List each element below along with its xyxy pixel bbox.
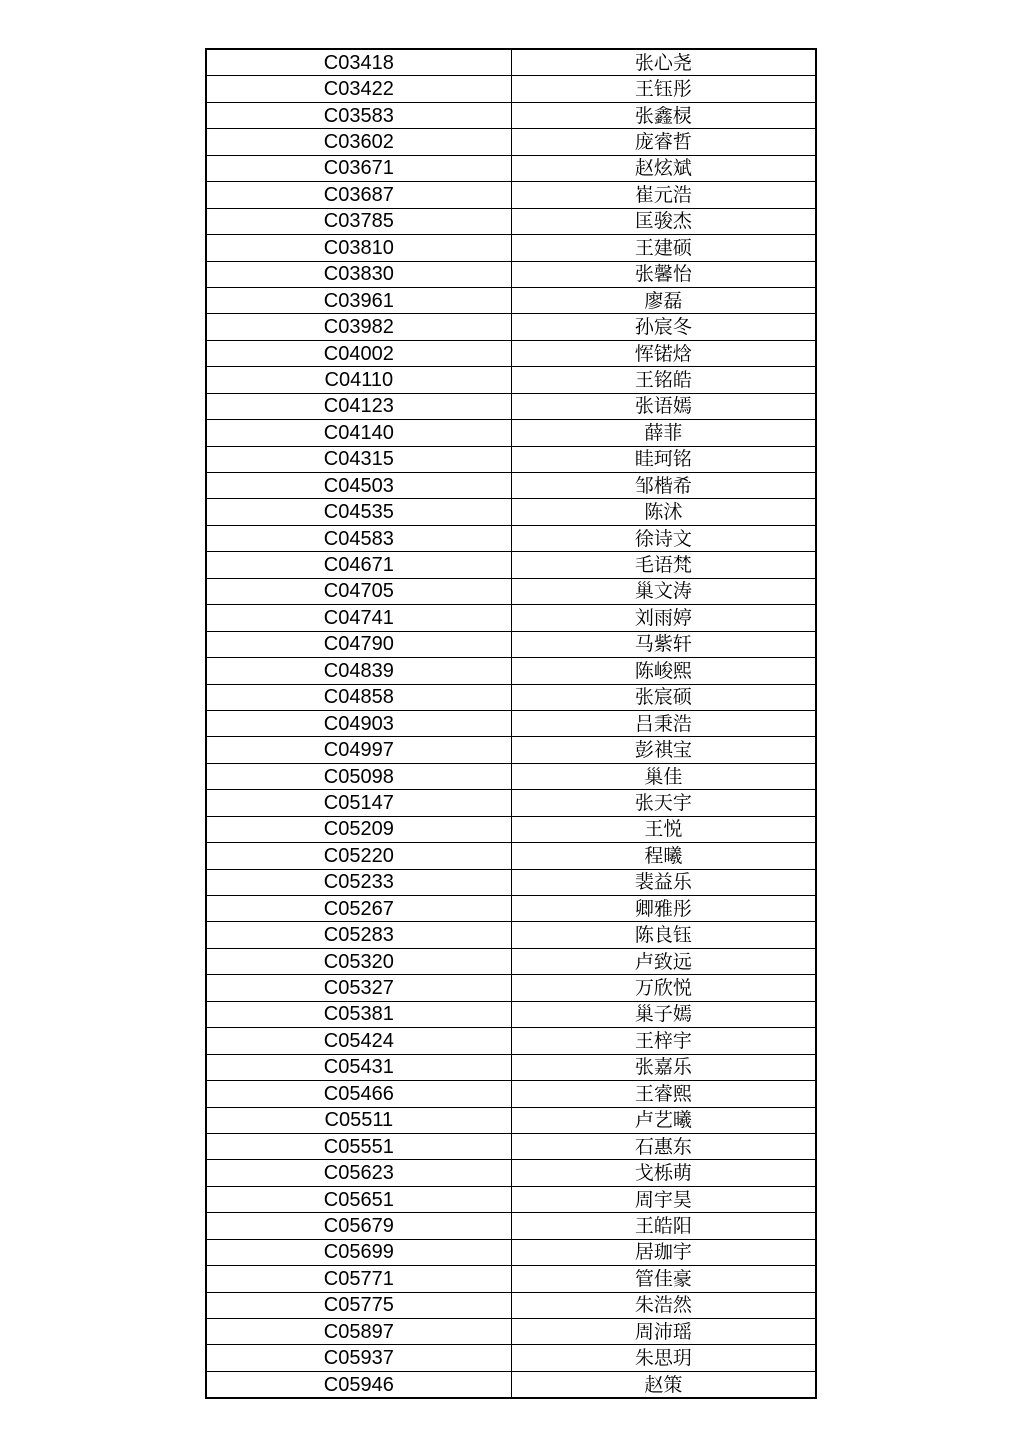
student-name-cell: 张鑫棂 xyxy=(511,102,816,128)
student-code-cell: C04583 xyxy=(206,525,511,551)
student-code-cell: C04671 xyxy=(206,552,511,578)
student-name-cell: 廖磊 xyxy=(511,287,816,313)
table-row xyxy=(206,235,816,261)
student-code-cell: C04903 xyxy=(206,710,511,736)
table-row xyxy=(206,922,816,948)
student-name-cell: 眭珂铭 xyxy=(511,446,816,472)
student-code-cell: C04503 xyxy=(206,473,511,499)
student-code-cell: C04140 xyxy=(206,420,511,446)
student-name-cell: 彭祺宝 xyxy=(511,737,816,763)
table-row xyxy=(206,790,816,816)
student-code-cell: C05320 xyxy=(206,948,511,974)
student-name-cell: 吕秉浩 xyxy=(511,710,816,736)
student-code-cell: C05511 xyxy=(206,1107,511,1133)
student-code-cell: C04705 xyxy=(206,578,511,604)
student-code-cell: C05233 xyxy=(206,869,511,895)
table-row xyxy=(206,1292,816,1318)
table-row xyxy=(206,76,816,102)
table-row xyxy=(206,1081,816,1107)
table-row xyxy=(206,605,816,631)
table-row xyxy=(206,314,816,340)
table-row xyxy=(206,1054,816,1080)
student-code-cell: C05651 xyxy=(206,1186,511,1212)
student-name-cell: 恽锘焓 xyxy=(511,340,816,366)
student-code-cell: C03422 xyxy=(206,76,511,102)
student-name-cell: 邹楷希 xyxy=(511,473,816,499)
table-row xyxy=(206,684,816,710)
student-code-cell: C04741 xyxy=(206,605,511,631)
student-name-cell: 卿雅彤 xyxy=(511,896,816,922)
student-code-cell: C03982 xyxy=(206,314,511,340)
table-row xyxy=(206,710,816,736)
table-row xyxy=(206,1160,816,1186)
table-row xyxy=(206,182,816,208)
student-name-cell: 张语嫣 xyxy=(511,393,816,419)
student-name-cell: 万欣悦 xyxy=(511,975,816,1001)
student-name-cell: 刘雨婷 xyxy=(511,605,816,631)
student-name-cell: 王悦 xyxy=(511,816,816,842)
roster-table-body xyxy=(206,49,816,1398)
student-code-cell: C05424 xyxy=(206,1028,511,1054)
student-name-cell: 陈峻熙 xyxy=(511,658,816,684)
student-name-cell: 张嘉乐 xyxy=(511,1054,816,1080)
student-name-cell: 石惠东 xyxy=(511,1133,816,1159)
table-row xyxy=(206,737,816,763)
student-name-cell: 孙宸冬 xyxy=(511,314,816,340)
student-code-cell: C05771 xyxy=(206,1266,511,1292)
student-code-cell: C05551 xyxy=(206,1133,511,1159)
table-row xyxy=(206,393,816,419)
table-row xyxy=(206,816,816,842)
student-name-cell: 张天宇 xyxy=(511,790,816,816)
student-name-cell: 巢佳 xyxy=(511,763,816,789)
student-name-cell: 崔元浩 xyxy=(511,182,816,208)
table-row xyxy=(206,1345,816,1371)
table-row xyxy=(206,948,816,974)
student-name-cell: 卢艺曦 xyxy=(511,1107,816,1133)
student-code-cell: C05267 xyxy=(206,896,511,922)
table-row xyxy=(206,208,816,234)
table-row xyxy=(206,340,816,366)
student-name-cell: 巢子嫣 xyxy=(511,1001,816,1027)
student-name-cell: 王铭皓 xyxy=(511,367,816,393)
student-code-cell: C04839 xyxy=(206,658,511,684)
student-code-cell: C05946 xyxy=(206,1371,511,1398)
student-name-cell: 居珈宇 xyxy=(511,1239,816,1265)
table-row xyxy=(206,420,816,446)
student-name-cell: 赵策 xyxy=(511,1371,816,1398)
student-name-cell: 朱浩然 xyxy=(511,1292,816,1318)
student-name-cell: 陈沭 xyxy=(511,499,816,525)
student-code-cell: C03671 xyxy=(206,155,511,181)
table-row xyxy=(206,367,816,393)
student-code-cell: C05775 xyxy=(206,1292,511,1318)
student-code-cell: C04110 xyxy=(206,367,511,393)
student-name-cell: 毛语梵 xyxy=(511,552,816,578)
student-code-cell: C05220 xyxy=(206,843,511,869)
student-code-cell: C04790 xyxy=(206,631,511,657)
student-name-cell: 周沛瑶 xyxy=(511,1319,816,1345)
student-name-cell: 管佳豪 xyxy=(511,1266,816,1292)
table-row xyxy=(206,869,816,895)
student-name-cell: 张馨怡 xyxy=(511,261,816,287)
table-row xyxy=(206,49,816,76)
table-row xyxy=(206,155,816,181)
student-name-cell: 王建硕 xyxy=(511,235,816,261)
student-code-cell: C05098 xyxy=(206,763,511,789)
table-row xyxy=(206,631,816,657)
student-code-cell: C04997 xyxy=(206,737,511,763)
student-code-cell: C05209 xyxy=(206,816,511,842)
table-row xyxy=(206,473,816,499)
table-row xyxy=(206,896,816,922)
table-row xyxy=(206,578,816,604)
student-name-cell: 马紫轩 xyxy=(511,631,816,657)
table-row xyxy=(206,1266,816,1292)
student-name-cell: 张心尧 xyxy=(511,49,816,76)
student-name-cell: 庞睿哲 xyxy=(511,129,816,155)
student-code-cell: C05623 xyxy=(206,1160,511,1186)
table-row xyxy=(206,261,816,287)
student-code-cell: C04535 xyxy=(206,499,511,525)
table-row xyxy=(206,129,816,155)
student-code-cell: C05897 xyxy=(206,1319,511,1345)
student-code-cell: C04315 xyxy=(206,446,511,472)
student-name-cell: 王梓宇 xyxy=(511,1028,816,1054)
student-name-cell: 裴益乐 xyxy=(511,869,816,895)
table-row xyxy=(206,763,816,789)
table-row xyxy=(206,525,816,551)
student-code-cell: C03602 xyxy=(206,129,511,155)
student-code-cell: C03583 xyxy=(206,102,511,128)
student-name-cell: 朱思玥 xyxy=(511,1345,816,1371)
table-row xyxy=(206,1319,816,1345)
table-row xyxy=(206,1133,816,1159)
student-name-cell: 程曦 xyxy=(511,843,816,869)
student-code-cell: C05283 xyxy=(206,922,511,948)
student-code-cell: C04002 xyxy=(206,340,511,366)
table-row xyxy=(206,446,816,472)
student-name-cell: 张宸硕 xyxy=(511,684,816,710)
student-code-cell: C03785 xyxy=(206,208,511,234)
student-code-cell: C04123 xyxy=(206,393,511,419)
table-row xyxy=(206,843,816,869)
student-code-cell: C05466 xyxy=(206,1081,511,1107)
student-name-cell: 王睿熙 xyxy=(511,1081,816,1107)
student-code-cell: C04858 xyxy=(206,684,511,710)
table-row xyxy=(206,1028,816,1054)
table-row xyxy=(206,287,816,313)
student-code-cell: C03418 xyxy=(206,49,511,76)
student-code-cell: C03687 xyxy=(206,182,511,208)
student-code-cell: C03810 xyxy=(206,235,511,261)
student-name-cell: 薛菲 xyxy=(511,420,816,446)
table-row xyxy=(206,1186,816,1212)
student-code-cell: C03961 xyxy=(206,287,511,313)
student-name-cell: 匡骏杰 xyxy=(511,208,816,234)
student-code-cell: C05699 xyxy=(206,1239,511,1265)
table-row xyxy=(206,658,816,684)
student-code-cell: C05679 xyxy=(206,1213,511,1239)
roster-table xyxy=(205,48,817,1399)
student-name-cell: 赵炫斌 xyxy=(511,155,816,181)
student-name-cell: 周宇昊 xyxy=(511,1186,816,1212)
table-row xyxy=(206,1001,816,1027)
student-name-cell: 戈栎萌 xyxy=(511,1160,816,1186)
student-code-cell: C05381 xyxy=(206,1001,511,1027)
table-row xyxy=(206,1371,816,1398)
table-row xyxy=(206,975,816,1001)
table-row xyxy=(206,552,816,578)
table-row xyxy=(206,102,816,128)
student-name-cell: 徐诗文 xyxy=(511,525,816,551)
student-code-cell: C03830 xyxy=(206,261,511,287)
student-name-cell: 陈良钰 xyxy=(511,922,816,948)
student-code-cell: C05327 xyxy=(206,975,511,1001)
table-row xyxy=(206,499,816,525)
student-name-cell: 王钰彤 xyxy=(511,76,816,102)
table-row xyxy=(206,1239,816,1265)
table-row xyxy=(206,1213,816,1239)
student-code-cell: C05937 xyxy=(206,1345,511,1371)
student-name-cell: 卢致远 xyxy=(511,948,816,974)
student-name-cell: 巢文涛 xyxy=(511,578,816,604)
student-code-cell: C05147 xyxy=(206,790,511,816)
student-code-cell: C05431 xyxy=(206,1054,511,1080)
student-name-cell: 王皓阳 xyxy=(511,1213,816,1239)
table-row xyxy=(206,1107,816,1133)
